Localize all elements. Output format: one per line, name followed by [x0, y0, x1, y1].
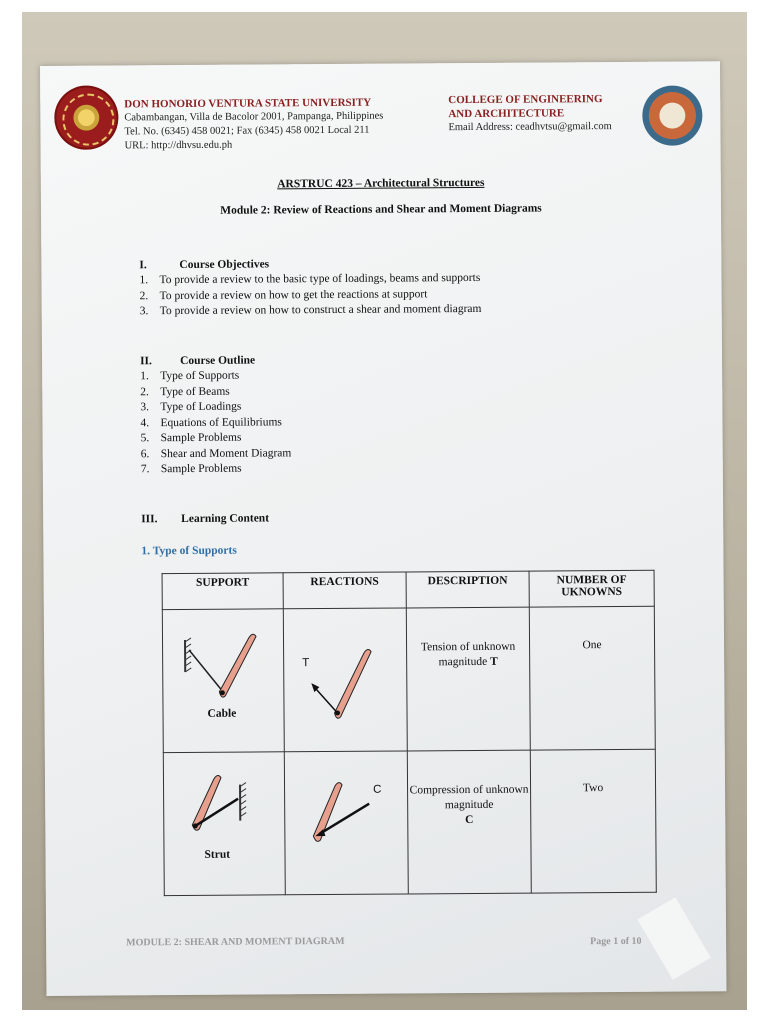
list-item: 5. Sample Problems: [140, 431, 242, 445]
supports-table: [162, 570, 657, 896]
cable-support-diagram: [163, 609, 284, 752]
header-support: SUPPORT: [162, 573, 283, 610]
header-description: DESCRIPTION: [406, 571, 529, 608]
cable-support-cell: [162, 609, 284, 753]
list-item: 4. Equations of Equilibriums: [140, 415, 282, 429]
wall-hatch-icon: [185, 638, 191, 672]
cable-label: Cable: [207, 707, 237, 720]
cable-reaction-cell: [283, 608, 407, 752]
cable-description: Tension of unknown magnitude T: [420, 640, 516, 669]
member-shape: [313, 783, 342, 842]
folded-corner: [637, 897, 710, 980]
university-seal-logo: [54, 85, 118, 149]
compression-symbol: C: [373, 783, 382, 796]
outline-section: [140, 354, 291, 478]
university-name: DON HONORIO VENTURA STATE UNIVERSITY: [124, 96, 372, 111]
strut-description-cell: [407, 750, 531, 894]
university-tel: Tel. No. (6345) 458 0021; Fax (6345) 458 0021 Local 211: [124, 124, 370, 138]
strut-support-diagram: [164, 752, 285, 895]
list-item: 2. To provide a review on how to get the reactions at support: [139, 287, 428, 302]
university-header: [124, 96, 383, 154]
strut-label: Strut: [204, 848, 231, 861]
list-item: 1. To provide a review to the basic type of loadings, beams and supports: [139, 271, 481, 287]
tension-arrow: [314, 687, 337, 713]
objectives-section: [139, 257, 481, 320]
university-address: Cabambangan, Villa de Bacolor 2001, Pampanga, Philippines: [124, 110, 384, 124]
college-name-line2: AND ARCHITECTURE: [448, 107, 565, 121]
list-item: 3. Type of Loadings: [140, 400, 242, 414]
strut-support-cell: [163, 752, 285, 896]
university-url: URL: http://dhvsu.edu.ph: [124, 139, 233, 152]
list-item: 7. Sample Problems: [140, 462, 242, 476]
list-item: 6. Shear and Moment Diagram: [140, 446, 292, 460]
cable-line: [189, 650, 221, 690]
tension-symbol: T: [302, 657, 310, 670]
list-item: 2. Type of Beams: [140, 385, 230, 398]
strut-unknowns: Two: [582, 782, 604, 795]
table-header-row: [162, 570, 654, 609]
header-reactions: REACTIONS: [283, 572, 406, 609]
table-row: [162, 606, 655, 752]
college-seal-logo: [642, 85, 702, 145]
subsection-type-of-supports: 1. Type of Supports: [141, 544, 237, 558]
table-row: [163, 749, 656, 895]
footer-page-number: Page 1 of 10: [590, 935, 642, 948]
cable-unknowns-cell: [529, 606, 655, 750]
cable-reaction-diagram: [284, 608, 407, 751]
strut-unknowns-cell: [530, 749, 656, 893]
strut-reaction-cell: [284, 751, 408, 895]
module-title: Module 2: Review of Reactions and Shear and Moment Diagrams: [220, 202, 542, 217]
footer-module-label: MODULE 2: SHEAR AND MOMENT DIAGRAM: [126, 935, 345, 949]
objectives-heading: I. Course Objectives: [139, 258, 270, 272]
document-page: [40, 61, 726, 996]
list-item: 1. Type of Supports: [140, 369, 240, 383]
strut-description: Compression of unknown magnitude C: [409, 783, 529, 827]
member-shape: [192, 775, 221, 830]
strut-reaction-diagram: [285, 751, 408, 894]
learning-heading: III. Learning Content: [141, 512, 270, 526]
college-name-line1: COLLEGE OF ENGINEERING: [448, 93, 603, 107]
header-unknowns: NUMBER OF UKNOWNS: [529, 570, 654, 607]
wall-hatch-icon: [240, 783, 246, 821]
outline-heading: II. Course Outline: [140, 354, 256, 368]
cable-description-cell: [406, 607, 530, 751]
outline-list: [140, 368, 291, 478]
college-email: Email Address: ceadhvtsu@gmail.com: [448, 121, 612, 134]
objectives-list: [139, 271, 481, 320]
college-header: [448, 92, 612, 135]
cable-unknowns: One: [582, 639, 602, 652]
learning-section: [141, 512, 269, 525]
member-shape: [334, 649, 371, 718]
member-shape: [219, 634, 256, 697]
course-title: ARSTRUC 423 – Architectural Structures: [277, 176, 485, 191]
list-item: 3. To provide a review on how to construct a shear and moment diagram: [139, 302, 482, 318]
